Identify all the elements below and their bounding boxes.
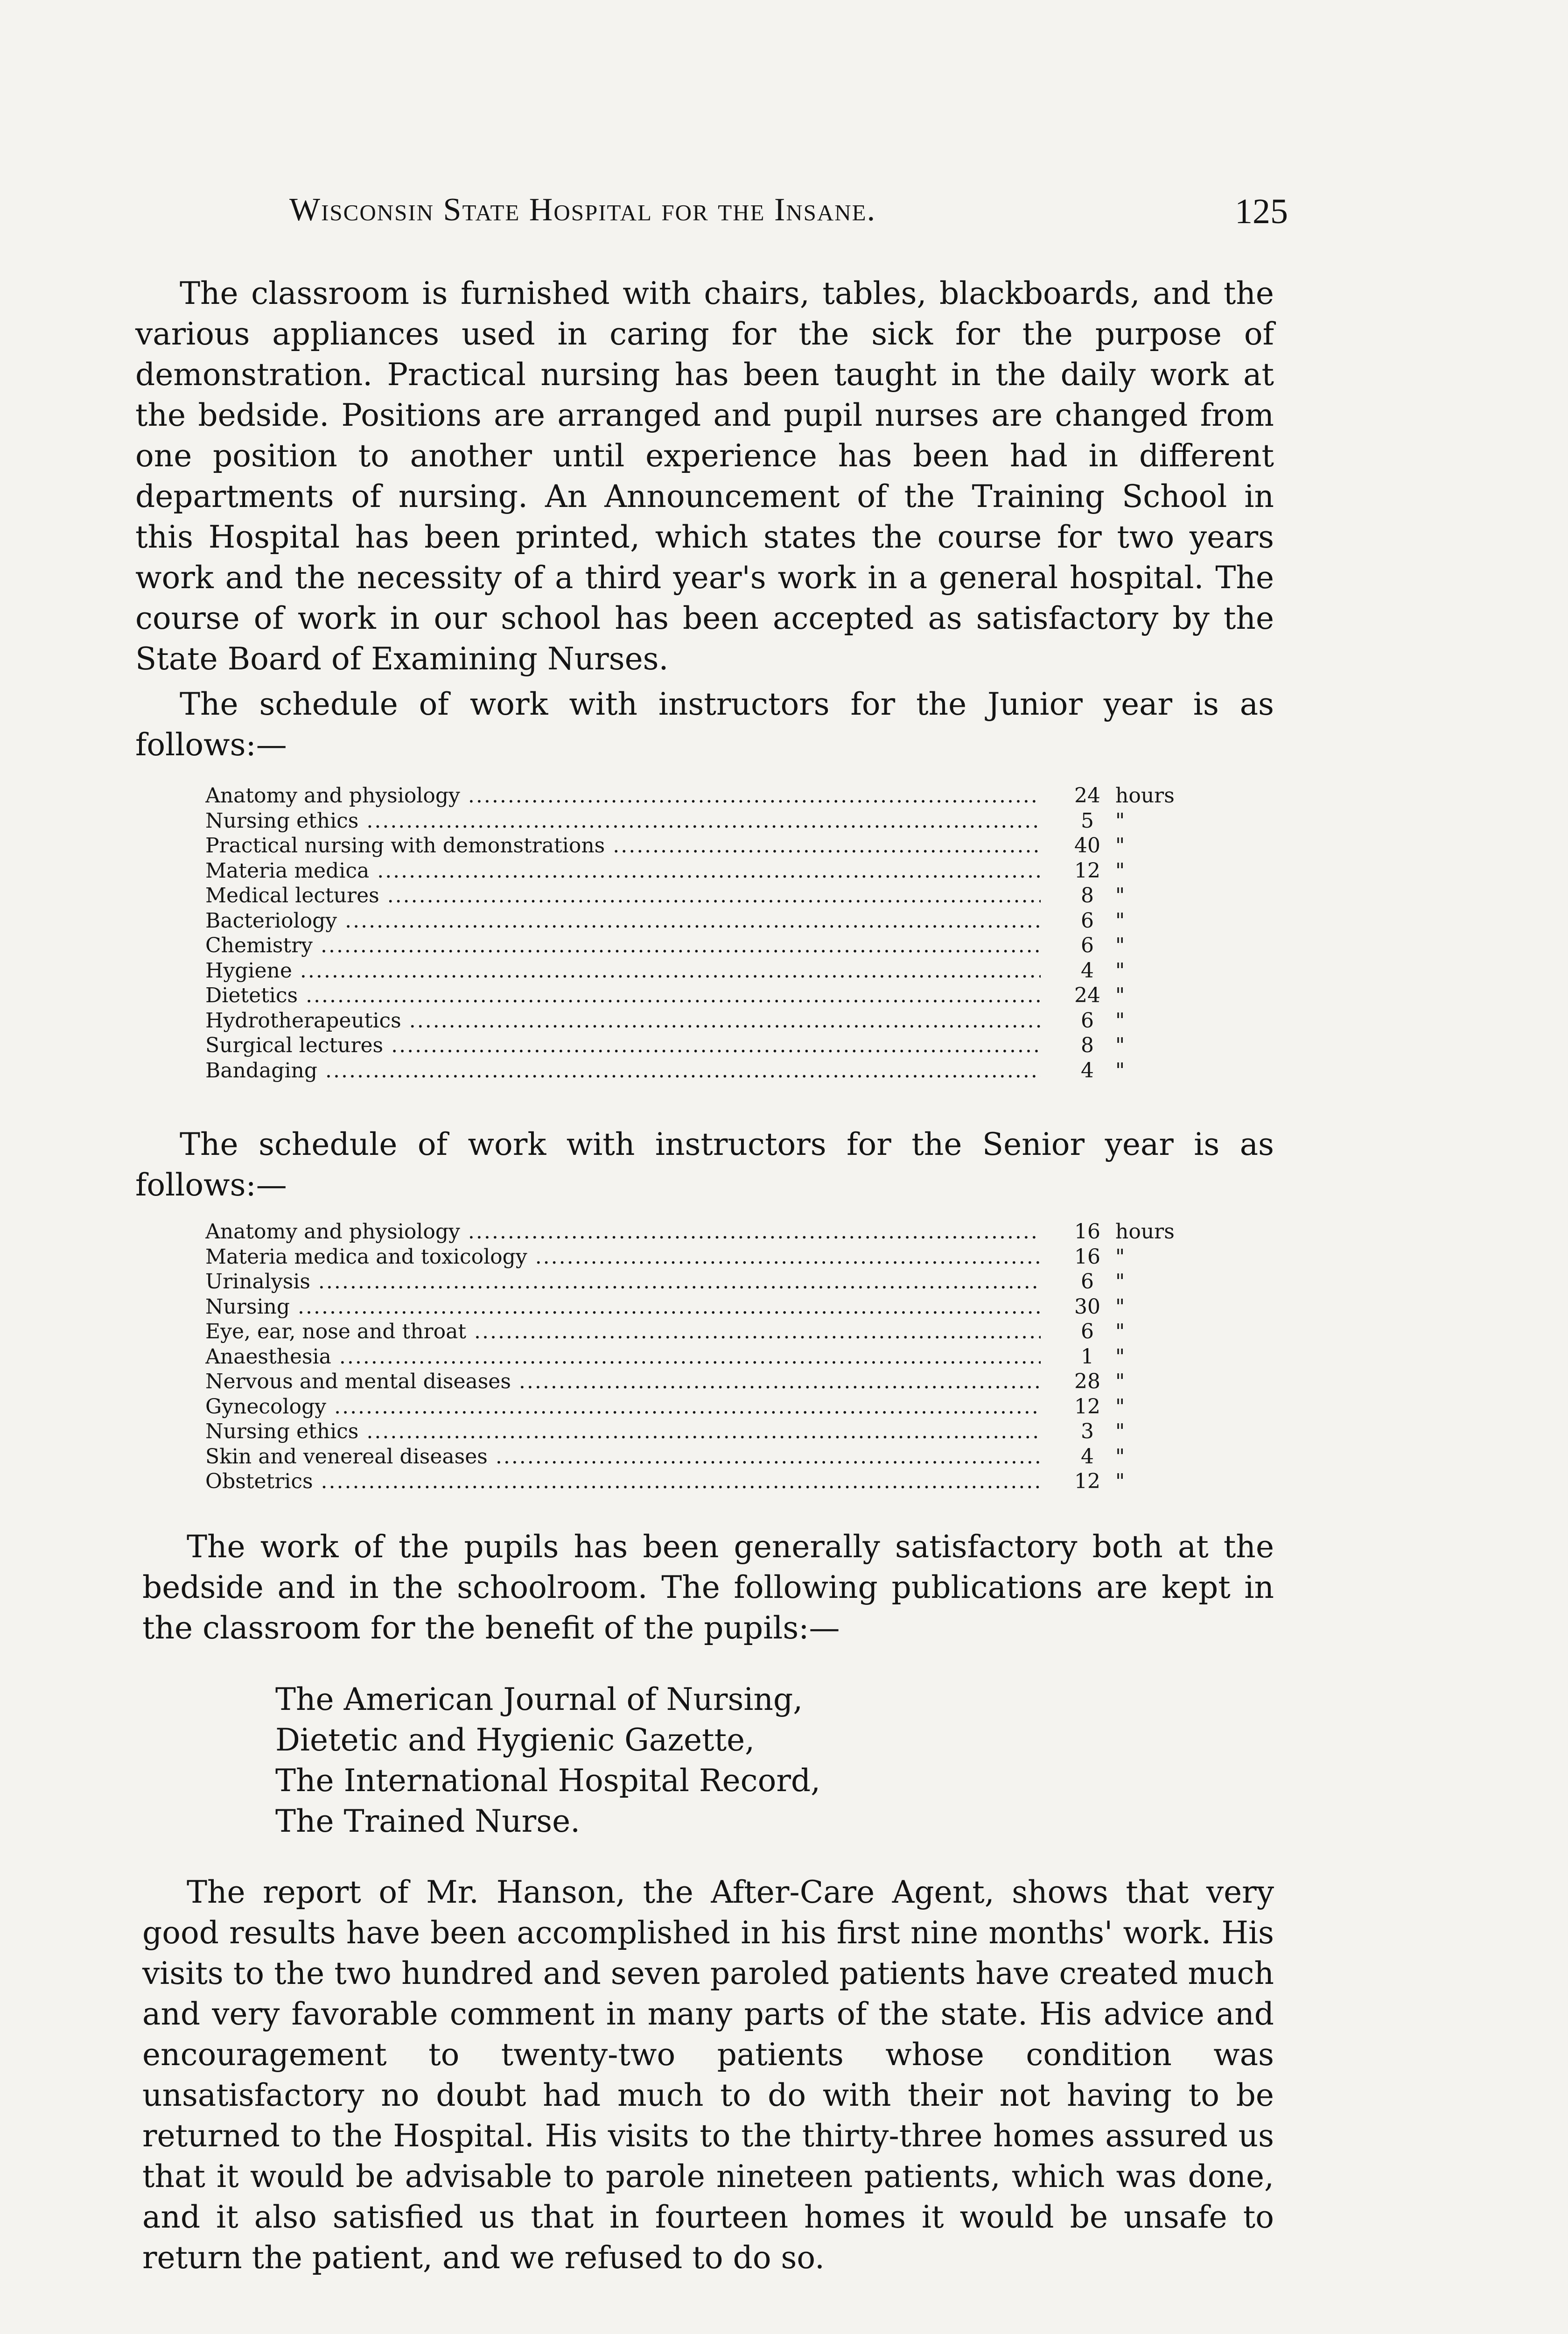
schedule-unit: " xyxy=(1115,834,1125,858)
schedule-subject: Hydrotherapeutics ..... xyxy=(205,1008,1041,1033)
schedule-subject: Surgical lectures ..... xyxy=(205,1033,1041,1058)
schedule-hours: 6 xyxy=(1081,934,1094,957)
schedule-hours: 5 xyxy=(1081,808,1094,833)
schedule-subject: Materia medica and toxicology ..... xyxy=(205,1244,1041,1270)
schedule-unit: " xyxy=(1115,1344,1125,1369)
schedule-subject: Anatomy and physiology ..... xyxy=(205,1219,1041,1244)
schedule-hours: 24 xyxy=(1074,984,1100,1007)
paragraph-after-care-report: The report of Mr. Hanson, the After-Care Agent, shows that very good results have been accomplished in his first nine months' work. His visits to the two hundred and seven paroled patients have created much and very favorable comment in many parts of the state. His advice and encouragement to twenty-two patients whose condition was unsatisfactory no doubt had much to do with their not having to be returned to the Hospital. His visits to the thirty-three homes assured us that it would be advisable to parole nineteen patients, which was done, and it also satisfied us that in fourteen homes it would be unsafe to return the patient, and we refused to do so. xyxy=(142,1874,1274,2276)
schedule-unit: " xyxy=(1115,958,1125,983)
schedule-subject: Nursing ethics ..... xyxy=(205,1419,1041,1444)
schedule-row xyxy=(205,958,1223,984)
schedule-row xyxy=(205,858,1223,884)
schedule-subject: Materia medica ..... xyxy=(205,858,1041,884)
schedule-hours: 1 xyxy=(1081,1344,1094,1369)
schedule-row xyxy=(205,1033,1223,1058)
schedule-hours: 6 xyxy=(1081,908,1094,933)
schedule-subject: Anatomy and physiology ..... xyxy=(205,783,1041,808)
schedule-hours: 4 xyxy=(1081,1058,1094,1083)
schedule-subject: Nursing ..... xyxy=(205,1294,1041,1320)
schedule-hours: 3 xyxy=(1081,1420,1094,1443)
page-number: 125 xyxy=(1235,192,1288,231)
schedule-unit: " xyxy=(1115,1394,1125,1419)
schedule-subject: Gynecology ..... xyxy=(205,1394,1041,1420)
schedule-row xyxy=(205,1319,1223,1344)
schedule-row xyxy=(205,833,1223,858)
schedule-hours: 12 xyxy=(1074,1469,1100,1493)
schedule-row xyxy=(205,1269,1223,1294)
schedule-hours: 8 xyxy=(1081,1033,1094,1057)
publication-item: The Trained Nurse. xyxy=(275,1803,581,1839)
schedule-hours: 6 xyxy=(1081,1008,1094,1033)
schedule-row xyxy=(205,883,1223,908)
publication-item: Dietetic and Hygienic Gazette, xyxy=(275,1722,755,1758)
schedule-unit: " xyxy=(1115,884,1125,907)
schedule-hours: 4 xyxy=(1081,1444,1094,1469)
schedule-hours: 24 xyxy=(1074,784,1100,808)
paragraph-classroom: The classroom is furnished with chairs, tables, blackboards, and the various appliances used in caring for the sick for the purpose of demonstration. Practical nursing has been taught in the daily work at the bedside. Positions are arranged and pupil nurses are changed from one position to another until experience has been had in different departments of nursing. An Announcement of the Training School in this Hospital has been printed, which states the course for two years work and the necessity of a third year's work in a general hospital. The course of work in our school has been accepted as satisfactory by the State Board of Examining Nurses. xyxy=(135,275,1274,677)
schedule-unit: " xyxy=(1115,1320,1125,1343)
schedule-hours: 12 xyxy=(1074,858,1100,883)
publication-item: The International Hospital Record, xyxy=(275,1763,821,1799)
schedule-unit: " xyxy=(1115,1058,1125,1083)
schedule-unit: " xyxy=(1115,934,1125,957)
running-header xyxy=(289,191,1288,238)
paragraph-pupils-work: The work of the pupils has been generally satisfactory both at the bedside and in the schoolroom. The following publications are kept in the classroom for the benefit of the pupils:— xyxy=(142,1529,1274,1646)
schedule-hours: 6 xyxy=(1081,1270,1094,1294)
schedule-row xyxy=(205,808,1223,834)
schedule-subject: Skin and venereal diseases ..... xyxy=(205,1444,1041,1469)
header-title: Wisconsin State Hospital for the Insane. xyxy=(289,192,876,228)
schedule-unit: " xyxy=(1115,1270,1125,1294)
schedule-unit: " xyxy=(1115,858,1125,883)
schedule-subject: Nursing ethics ..... xyxy=(205,808,1041,834)
schedule-row xyxy=(205,983,1223,1008)
schedule-subject: Eye, ear, nose and throat ..... xyxy=(205,1319,1041,1344)
schedule-subject: Dietetics ..... xyxy=(205,983,1041,1008)
schedule-row xyxy=(205,1008,1223,1033)
schedule-hours: 6 xyxy=(1081,1320,1094,1343)
schedule-hours: 30 xyxy=(1074,1294,1100,1319)
junior-schedule-table xyxy=(205,783,1223,1083)
schedule-subject: Anaesthesia ..... xyxy=(205,1344,1041,1370)
schedule-subject: Bacteriology ..... xyxy=(205,908,1041,934)
schedule-hours: 8 xyxy=(1081,884,1094,907)
schedule-row xyxy=(205,908,1223,934)
schedule-unit: " xyxy=(1115,1469,1125,1493)
schedule-row xyxy=(205,1469,1223,1494)
schedule-row xyxy=(205,1394,1223,1420)
schedule-row xyxy=(205,1369,1223,1394)
schedule-hours: 16 xyxy=(1074,1244,1100,1269)
schedule-subject: Practical nursing with demonstrations ..... xyxy=(205,833,1041,858)
schedule-row xyxy=(205,1344,1223,1370)
schedule-subject: Medical lectures ..... xyxy=(205,883,1041,908)
schedule-subject: Bandaging ..... xyxy=(205,1058,1041,1083)
schedule-unit: " xyxy=(1115,808,1125,833)
schedule-row xyxy=(205,1419,1223,1444)
schedule-row xyxy=(205,933,1223,958)
schedule-row xyxy=(205,1219,1223,1244)
schedule-unit: " xyxy=(1115,1033,1125,1057)
schedule-unit: " xyxy=(1115,1008,1125,1033)
schedule-unit: " xyxy=(1115,1370,1125,1393)
publication-item: The American Journal of Nursing, xyxy=(275,1681,803,1717)
schedule-hours: 16 xyxy=(1074,1220,1100,1244)
schedule-unit: hours xyxy=(1115,1220,1175,1244)
paragraph-junior-intro: The schedule of work with instructors for the Junior year is as follows:— xyxy=(135,686,1274,763)
schedule-hours: 28 xyxy=(1074,1370,1100,1393)
schedule-unit: " xyxy=(1115,1294,1125,1319)
schedule-subject: Obstetrics ..... xyxy=(205,1469,1041,1494)
schedule-hours: 4 xyxy=(1081,958,1094,983)
schedule-unit: " xyxy=(1115,984,1125,1007)
schedule-unit: " xyxy=(1115,908,1125,933)
schedule-unit: " xyxy=(1115,1420,1125,1443)
senior-schedule-table xyxy=(205,1219,1223,1494)
schedule-row xyxy=(205,783,1223,808)
paragraph-senior-intro: The schedule of work with instructors for the Senior year is as follows:— xyxy=(135,1126,1274,1203)
schedule-row xyxy=(205,1294,1223,1320)
publications-list xyxy=(275,1679,820,1842)
schedule-row xyxy=(205,1058,1223,1083)
schedule-row xyxy=(205,1444,1223,1469)
schedule-subject: Nervous and mental diseases ..... xyxy=(205,1369,1041,1394)
schedule-subject: Chemistry ..... xyxy=(205,933,1041,958)
schedule-hours: 12 xyxy=(1074,1394,1100,1419)
schedule-unit: " xyxy=(1115,1244,1125,1269)
schedule-hours: 40 xyxy=(1074,834,1100,858)
schedule-subject: Urinalysis ..... xyxy=(205,1269,1041,1294)
schedule-unit: hours xyxy=(1115,784,1175,808)
schedule-row xyxy=(205,1244,1223,1270)
schedule-subject: Hygiene ..... xyxy=(205,958,1041,984)
schedule-unit: " xyxy=(1115,1444,1125,1469)
